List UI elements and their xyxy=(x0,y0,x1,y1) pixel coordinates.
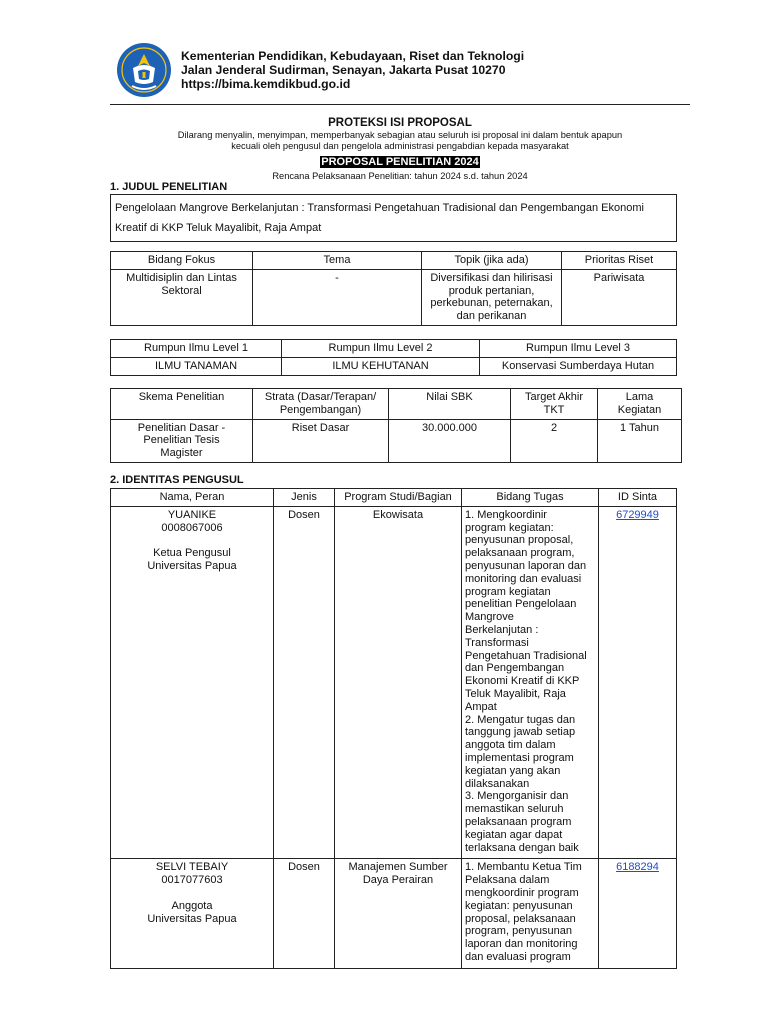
header-bidang-tugas: Bidang Tugas xyxy=(462,489,599,507)
kemdikbud-logo-icon xyxy=(116,42,172,98)
header-rumpun-3: Rumpun Ilmu Level 3 xyxy=(480,340,677,358)
sinta-link[interactable]: 6188294 xyxy=(616,861,659,874)
table-row xyxy=(111,859,677,968)
cell-rumpun-2: ILMU KEHUTANAN xyxy=(282,357,480,375)
section-heading-identity: 2. IDENTITAS PENGUSUL xyxy=(110,474,244,486)
header-skema: Skema Penelitian xyxy=(111,389,253,420)
protection-block xyxy=(110,116,690,182)
cell-target-tkt: 2 xyxy=(511,419,598,462)
member-name-role: YUANIKE 0008067006 Ketua Pengusul Universitas Papua xyxy=(111,506,274,859)
member-tugas: 1. Mengkoordinir program kegiatan: penyusunan proposal, pelaksanaan program, penyusunan laporan dan monitoring dan evaluasi program kegiatan penelitian Pengelolaan Mangrove Berkelanjutan : Transformasi Pengetahuan Tradisional dan Pengembangan Ekonomi Kreatif di KKP Teluk Mayalibit, Raja Ampat 2. Mengatur tugas dan tanggung jawab setiap anggota tim dalam implementasi program kegiatan yang akan dilaksanakan 3. Mengorganisir dan memastikan seluruh pelaksanaan program kegiatan agar dapat terlaksana dengan baik xyxy=(462,506,599,859)
title-table xyxy=(110,194,677,242)
header-jenis: Jenis xyxy=(274,489,335,507)
cell-nilai-sbk: 30.000.000 xyxy=(389,419,511,462)
header-tema: Tema xyxy=(253,252,422,270)
sinta-link[interactable]: 6729949 xyxy=(616,508,659,521)
header-target-tkt: Target Akhir TKT xyxy=(511,389,598,420)
cell-skema: Penelitian Dasar - Penelitian Tesis Magister xyxy=(111,419,253,462)
header-divider xyxy=(110,104,690,105)
org-website[interactable]: https://bima.kemdikbud.go.id xyxy=(181,77,351,91)
org-name: Kementerian Pendidikan, Kebudayaan, Riset dan Teknologi xyxy=(181,49,525,63)
member-jenis: Dosen xyxy=(274,506,335,859)
header-bidang-fokus: Bidang Fokus xyxy=(111,252,253,270)
protection-title: PROTEKSI ISI PROPOSAL xyxy=(328,117,472,129)
cell-rumpun-3: Konservasi Sumberdaya Hutan xyxy=(480,357,677,375)
header-nama-peran: Nama, Peran xyxy=(111,489,274,507)
member-tugas: 1. Membantu Ketua Tim Pelaksana dalam mengkoordinir program kegiatan: penyusunan proposal, pelaksanaan program, penyusunan laporan dan monitoring dan evaluasi program xyxy=(462,859,599,968)
protection-notice-line2: kecuali oleh pengusul dan pengelola administrasi pengabdian kepada masyarakat xyxy=(231,141,569,151)
header-id-sinta: ID Sinta xyxy=(599,489,677,507)
focus-table xyxy=(110,251,677,326)
protection-notice-line1: Dilarang menyalin, menyimpan, memperbanyak sebagian atau seluruh isi proposal ini dalam bentuk apapun xyxy=(177,130,623,140)
header-topik: Topik (jika ada) xyxy=(422,252,562,270)
header-strata: Strata (Dasar/Terapan/ Pengembangan) xyxy=(253,389,389,420)
cell-lama: 1 Tahun xyxy=(598,419,682,462)
skema-table xyxy=(110,388,682,463)
identity-table xyxy=(110,488,677,969)
header-lama: Lama Kegiatan xyxy=(598,389,682,420)
implementation-plan: Rencana Pelaksanaan Penelitian: tahun 2024 s.d. tahun 2024 xyxy=(272,171,528,181)
member-prodi: Manajemen Sumber Daya Perairan xyxy=(335,859,462,968)
cell-prioritas: Pariwisata xyxy=(562,269,677,325)
rumpun-table xyxy=(110,339,677,376)
header-program-studi: Program Studi/Bagian xyxy=(335,489,462,507)
header-prioritas: Prioritas Riset xyxy=(562,252,677,270)
member-prodi: Ekowisata xyxy=(335,506,462,859)
header-rumpun-1: Rumpun Ilmu Level 1 xyxy=(111,340,282,358)
header-nilai-sbk: Nilai SBK xyxy=(389,389,511,420)
org-address: Jalan Jenderal Sudirman, Senayan, Jakarta Pusat 10270 xyxy=(181,63,506,77)
proposal-label: PROPOSAL PENELITIAN 2024 xyxy=(321,156,479,168)
member-jenis: Dosen xyxy=(274,859,335,968)
organization-info xyxy=(181,49,524,91)
cell-tema: - xyxy=(253,269,422,325)
cell-topik: Diversifikasi dan hilirisasi produk pertanian, perkebunan, peternakan, dan perikanan xyxy=(422,269,562,325)
research-title: Pengelolaan Mangrove Berkelanjutan : Transformasi Pengetahuan Tradisional dan Pengembangan Ekonomi Kreatif di KKP Teluk Mayalibit, Raja Ampat xyxy=(111,195,677,242)
cell-rumpun-1: ILMU TANAMAN xyxy=(111,357,282,375)
header-rumpun-2: Rumpun Ilmu Level 2 xyxy=(282,340,480,358)
section-heading-title: 1. JUDUL PENELITIAN xyxy=(110,181,228,193)
cell-bidang-fokus: Multidisiplin dan Lintas Sektoral xyxy=(111,269,253,325)
cell-strata: Riset Dasar xyxy=(253,419,389,462)
table-row xyxy=(111,506,677,859)
member-name-role: SELVI TEBAIY 0017077603 Anggota Universitas Papua xyxy=(111,859,274,968)
